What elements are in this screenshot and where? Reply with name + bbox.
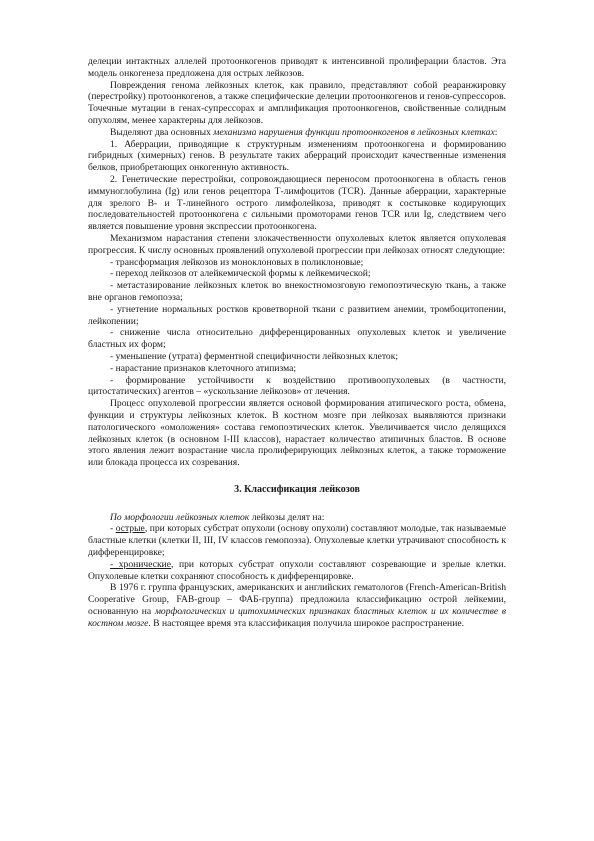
progression-list	[88, 257, 506, 399]
fab-lead: В 1976 г. группа французских, американских и английских гематологов (French-American-British Cooperative Group, FAB-group – ФАБ-группа) предложила классификацию острой лейкемии, основанную на	[88, 582, 506, 618]
list-item: - переход лейкозов от алейкемической формы к лейкемической;	[110, 268, 371, 280]
morphology-tail: лейкозы делят на:	[249, 511, 325, 523]
paragraph-rearrangements: 2. Генетические перестройки, сопровождающиеся переносом протоонкогена в область генов иммуноглобулина (Ig) или генов рецептора Т-лимфоцитов (TCR). Данные аберрации, характерные для зрелого В- и Т-линейного острого лимфолейкоза, приводят к состыковке кодирующих последовательностей протоонкогена с сильными промоторами генов TCR или Ig, следствием чего является повышение уровня экспрессии протоонкогена.	[88, 173, 506, 233]
acute-term: острые	[115, 523, 145, 535]
list-item: - формирование устойчивости к воздействию противоопухолевых (в частности, цитостатических) агентов – «ускользание лейкозов» от лечения.	[88, 374, 506, 398]
chronic-tail: , при которых субстрат опухоли составляют созревающие и зрелые клетки. Опухолевые клетки сохраняют способность к дифференцировке.	[88, 558, 506, 582]
acute-tail: , при которых субстрат опухоли (основу опухоли) составляют молодые, так называемые бластные клетки (клетки II, III, IV классов гемопоэза). Опухолевые клетки утрачивают способность к дифференцировке;	[88, 523, 506, 559]
paragraph-chronic	[88, 559, 506, 583]
paragraph-fab	[88, 582, 506, 629]
list-item: - трансформация лейкозов из моноклоновых в поликлоновые;	[110, 256, 364, 268]
paragraph-genome-damage: Повреждения генома лейкозных клеток, как правило, представляют собой реаранжировку (перестройку) протоонкогенов, а также специфические делеции протоонкогенов и генов-супрессоров. Точечные мутации в генах-супрессорах и амплификация протоонкогенов, свойственные солидным опухолям, менее характерны для лейкозов.	[88, 79, 506, 126]
morphology-emphasis: По морфологии лейкозных клеток	[110, 511, 250, 523]
section-heading: 3. Классификация лейкозов	[234, 483, 360, 495]
chronic-term: - хронические	[110, 558, 172, 570]
mechanisms-lead: Выделяют два основных	[110, 126, 214, 138]
list-item: - уменьшение (утрата) ферментной специфичности лейкозных клеток;	[110, 350, 399, 362]
paragraph-mechanisms-intro	[88, 127, 506, 139]
paragraph-progression-process: Процесс опухолевой прогрессии является основой формирования атипического роста, обмена, функции и структуры лейкозных клеток. В костном мозге при лейкозах выявляются признаки патологического «омоложения» состава гемопоэтических клеток. Увеличивается число делящихся лейкозных клеток (в основном I-III классов), нарастает количество атипичных бластов. В основе этого явления лежит возрастание числа пролиферирующих лейкозных клеток, а также торможение или блокада процесса их созревания.	[88, 398, 506, 469]
mechanisms-tail: :	[494, 126, 498, 138]
fab-tail: . В настоящее время эта классификация получила широкое распространение.	[148, 617, 464, 629]
list-item: - метастазирование лейкозных клеток во внекостномозговую гемопоэтическую ткань, а также вне органов гемопоэза;	[88, 280, 506, 303]
paragraph-deletions: делеции интактных аллелей протоонкогенов приводят к интенсивной пролиферации бластов. Эта модель онкогенеза предложена для острых лейкозов.	[88, 56, 506, 79]
list-item: - снижение числа относительно дифференцированных опухолевых клеток и увеличение бластных их форм;	[88, 327, 506, 351]
list-item: - нарастание признаков клеточного атипизма;	[110, 362, 297, 374]
paragraph-aberrations: 1. Аберрации, приводящие к структурным изменениям протоонкогена и формированию гибридных (химерных) генов. В результате таких аберраций происходит качественные изменения белков, приобретающих онкогенную активность.	[88, 138, 506, 174]
paragraph-acute	[88, 523, 506, 558]
acute-pre: -	[110, 523, 116, 535]
mechanisms-emphasis: механизма нарушения функции протоонкогенов в лейкозных клетках	[213, 126, 495, 138]
paragraph-morphology	[88, 512, 506, 524]
fab-emphasis: морфологических и цитохимических признаках бластных клеток и их количестве в костном мозге	[88, 606, 506, 629]
list-item: - угнетение нормальных ростков кроветворной ткани с развитием анемии, тромбоцитопении, лейкопении;	[88, 303, 506, 327]
paragraph-progression: Механизмом нарастания степени злокачественности опухолевых клеток является опухолевая прогрессия. К числу основных проявлений опухолевой прогрессии при лейкозах относят следующие:	[88, 232, 506, 256]
